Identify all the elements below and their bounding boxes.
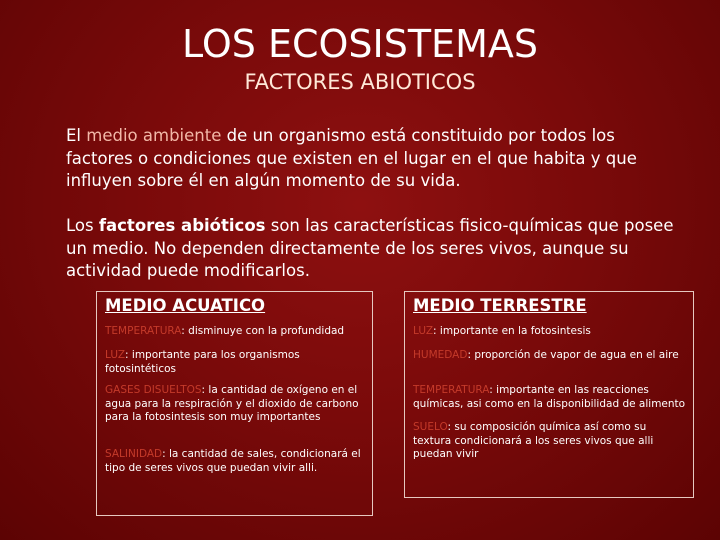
highlighted-term: medio ambiente <box>86 126 222 145</box>
box-heading: MEDIO ACUATICO <box>105 296 266 315</box>
factor-term: TEMPERATURA <box>105 325 182 337</box>
slide-title: LOS ECOSISTEMAS <box>182 22 538 66</box>
factor-term: GASES DISUELTOS <box>105 384 202 396</box>
paragraph-factores-abioticos <box>66 215 686 283</box>
bold-term: factores abióticos <box>98 216 266 235</box>
factor-term: HUMEDAD <box>413 349 468 361</box>
factor-item <box>105 349 366 376</box>
factor-description: : la cantidad de oxígeno en el agua para la respiración y el dioxido de carbono para la fotosintesis son muy importantes <box>105 384 359 423</box>
box-heading: MEDIO TERRESTRE <box>413 296 587 315</box>
factor-description: : proporción de vapor de agua en el aire <box>467 349 679 361</box>
factor-item <box>413 349 679 363</box>
paragraph-text: de un organismo está constituido por todos los factores o condiciones que existen en el lugar en el que habita y que influyen sobre él en algún momento de su vida. <box>66 126 637 190</box>
factor-item <box>105 325 344 339</box>
factor-term: LUZ <box>413 325 434 337</box>
slide-subtitle: FACTORES ABIOTICOS <box>244 70 476 94</box>
paragraph-text: Los <box>66 216 99 235</box>
factor-term: SALINIDAD <box>105 448 163 460</box>
factor-item <box>413 325 591 339</box>
factor-term: TEMPERATURA <box>413 384 490 396</box>
factor-description: : importante en la fotosintesis <box>433 325 591 337</box>
factor-item <box>413 384 687 411</box>
paragraph-text: son las características fisico-químicas que posee un medio. No dependen directamente de los seres vivos, aunque su actividad puede modificarlos. <box>66 216 674 280</box>
factor-description: : su composición química así como su textura condicionará a los seres vivos que alli puedan vivir <box>413 421 654 460</box>
medio-acuatico-box <box>96 291 373 516</box>
factor-item <box>105 448 366 475</box>
paragraph-medio-ambiente <box>66 125 686 193</box>
factor-term: LUZ <box>105 349 126 361</box>
paragraph-text: El <box>66 126 87 145</box>
factor-description: : importante en las reacciones químicas, asi como en la disponibilidad de alimento <box>413 384 686 410</box>
medio-terrestre-box <box>404 291 694 498</box>
factor-description: : importante para los organismos fotosintéticos <box>105 349 300 375</box>
factor-description: : disminuye con la profundidad <box>181 325 345 337</box>
factor-item <box>105 384 366 425</box>
factor-item <box>413 421 687 462</box>
factor-term: SUELO <box>413 421 448 433</box>
factor-description: : la cantidad de sales, condicionará el tipo de seres vivos que puedan vivir alli. <box>105 448 361 474</box>
